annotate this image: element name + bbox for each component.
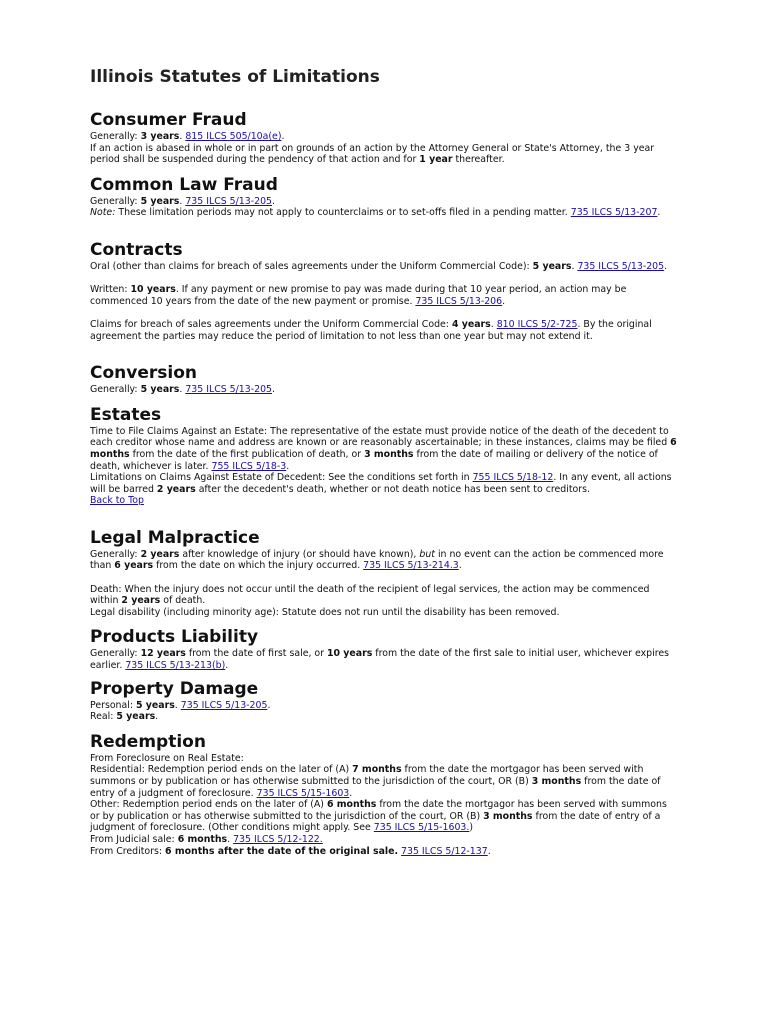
text: Claims for breach of sales agreements under the Uniform Commercial Code: bbox=[90, 318, 449, 330]
label: From Creditors: bbox=[90, 845, 163, 857]
period-value: 3 months bbox=[531, 776, 582, 787]
period-value: 12 years bbox=[140, 648, 186, 660]
text: from the date of first sale, or bbox=[188, 648, 325, 660]
statute-link[interactable]: 735 ILCS 5/15-1603. bbox=[373, 822, 470, 834]
period-value: 2 years bbox=[140, 548, 180, 560]
label: Generally: bbox=[90, 195, 138, 207]
statute-link[interactable]: 735 ILCS 5/15-1603 bbox=[256, 787, 350, 799]
paragraph bbox=[90, 799, 678, 834]
period-value: 6 years bbox=[114, 560, 154, 572]
period-value: 2 years bbox=[156, 483, 196, 495]
paragraph: Time to File Claims Against an Estate: The representative of the estate must provide notice of the death of the decedent to each creditor whose name and address are known or are reasonably ascertainable; in these instances, claims may be filed 6 months from the date of the first publication of death, or 3 months from the date of mailing or delivery of the notice of death, whichever is later. 755 ILCS 5/18-3. bbox=[90, 425, 677, 472]
statute-link[interactable]: 735 ILCS 5/12-122. bbox=[233, 833, 323, 845]
section-estates bbox=[90, 404, 678, 507]
label: Generally: bbox=[90, 131, 138, 142]
section-redemption bbox=[90, 731, 678, 857]
period-value: 3 months bbox=[483, 810, 533, 822]
text: By the original agreement the parties may reduce the period of limitation to not less than one year but may not extend it. bbox=[90, 318, 652, 342]
label: Generally: bbox=[90, 648, 138, 660]
emphasis: but bbox=[419, 548, 435, 560]
period-value: 5 years bbox=[116, 711, 156, 723]
text: from the date the mortgagor has been served with summons or by publication or has otherwise submitted to the jurisdiction of the court, OR (B) bbox=[90, 799, 667, 822]
statute-link[interactable]: 735 ILCS 5/12-137 bbox=[401, 845, 488, 857]
section-legal-malpractice bbox=[90, 527, 678, 619]
period-value: 5 years bbox=[136, 699, 175, 711]
text: from the date the mortgagor has been served with summons or by publication or has otherwise submitted to the jurisdiction of the court, OR (B) bbox=[90, 764, 644, 787]
text: Other: Redemption period ends on the later of (A) bbox=[90, 799, 324, 811]
paragraph: Generally: 12 years from the date of first sale, or 10 years from the date of the first sale to initial user, whichever expires earlier. 735 ILCS 5/13-213(b). bbox=[90, 648, 670, 672]
paragraph: Generally: 2 years after knowledge of injury (or should have known), but in no event can the action be commenced more than 6 years from the date on which the injury occurred. 735 ILCS 5/13-214.3. bbox=[90, 548, 664, 572]
statute-link[interactable]: 735 ILCS 5/13-207 bbox=[570, 207, 658, 219]
paragraph: Oral (other than claims for breach of sales agreements under the Uniform Commercial Code): 5 years. 735 ILCS 5/13-205. bbox=[90, 260, 668, 272]
section-heading: Conversion bbox=[90, 363, 197, 384]
text: after the decedent's death, whether or not death notice has been sent to creditors. bbox=[198, 483, 590, 495]
back-to-top-link[interactable]: Back to Top bbox=[90, 495, 144, 507]
period-value: 7 months bbox=[352, 764, 402, 776]
text: Residential: Redemption period ends on the later of (A) bbox=[90, 764, 350, 776]
text: from the date of entry of a judgment of foreclosure. (Other conditions might apply. See bbox=[90, 810, 661, 834]
text: Limitations on Claims Against Estate of Decedent: See the conditions set forth in bbox=[90, 472, 470, 484]
paragraph: Residential: Redemption period ends on the later of (A) 7 months from the date the mortgagor has been served with summons or by publication or has otherwise submitted to the jurisdiction of the court, OR (B) 3 months from the date of entry of a judgment of foreclosure. 735 ILCS 5/15-1603. bbox=[90, 764, 661, 799]
period-value: 1 year bbox=[419, 154, 453, 166]
statute-link[interactable]: 815 ILCS 505/10a(e) bbox=[185, 131, 282, 142]
text: thereafter. bbox=[455, 154, 505, 166]
text: Time to File Claims Against an Estate: The representative of the estate must provide notice of the death of the decedent to each creditor whose name and address are known or are reasonably ascertainable; in these instances, claims may be filed bbox=[90, 425, 669, 449]
text: from the date of the first sale to initial user, whichever expires earlier. bbox=[90, 648, 670, 672]
statute-link[interactable]: 735 ILCS 5/13-205 bbox=[185, 384, 272, 396]
paragraph bbox=[90, 495, 678, 507]
text: of death. bbox=[163, 595, 206, 607]
section-heading: Contracts bbox=[90, 239, 183, 260]
statute-link[interactable]: 735 ILCS 5/13-214.3 bbox=[363, 560, 459, 572]
section-products-liability bbox=[90, 626, 678, 671]
text: If any payment or new promise to pay was made during that 10 year period, an action may be commenced 10 years from the date of the new payment or promise. bbox=[90, 284, 627, 307]
text: If an action is abased in whole or in part on grounds of an action by the Attorney General or State's Attorney, the 3 year period shall be suspended during the pendency of that action and for bbox=[90, 142, 655, 166]
paragraph bbox=[90, 584, 678, 607]
section-conversion bbox=[90, 362, 678, 396]
text: ) bbox=[469, 822, 474, 834]
period-value: 6 months after the date of the original sale. bbox=[165, 845, 399, 857]
section-heading: Redemption bbox=[90, 731, 206, 752]
period-value: 3 years bbox=[140, 131, 180, 142]
text: after knowledge of injury (or should have known), bbox=[182, 548, 417, 560]
section-heading: Consumer Fraud bbox=[90, 110, 247, 130]
section-heading: Estates bbox=[90, 404, 162, 425]
text: In any event, all actions will be barred bbox=[90, 472, 672, 495]
period-value: 10 years bbox=[130, 284, 176, 296]
section-property-damage bbox=[90, 678, 678, 723]
statute-link[interactable]: 810 ILCS 5/2-725 bbox=[496, 318, 578, 330]
period-value: 10 years bbox=[327, 648, 373, 660]
paragraph: Legal disability (including minority age): Statute does not run until the disability has been removed. bbox=[90, 606, 560, 618]
note-label: Note: bbox=[90, 207, 116, 219]
label: Generally: bbox=[90, 548, 138, 560]
period-value: 5 years bbox=[532, 260, 572, 272]
label: Real: bbox=[90, 711, 114, 723]
period-value: 5 years bbox=[140, 195, 180, 207]
paragraph: Claims for breach of sales agreements under the Uniform Commercial Code: 4 years. 810 ILCS 5/2-725. By the original agreement the parties may reduce the period of limitation to not less than one year but may not extend it. bbox=[90, 318, 652, 342]
section-heading: Products Liability bbox=[90, 627, 259, 648]
paragraph: From Creditors: 6 months after the date of the original sale. 735 ILCS 5/12-137. bbox=[90, 845, 491, 857]
period-value: 2 years bbox=[121, 595, 161, 607]
paragraph: Limitations on Claims Against Estate of Decedent: See the conditions set forth in 755 ILCS 5/18-12. In any event, all actions will be barred 2 years after the decedent's death, whether or not death notice has been sent to creditors. bbox=[90, 472, 672, 495]
text: Oral (other than claims for breach of sales agreements under the Uniform Commercial Code): bbox=[90, 260, 530, 272]
period-value: 4 years bbox=[451, 318, 491, 330]
statute-link[interactable]: 735 ILCS 5/13-213(b) bbox=[125, 660, 226, 672]
statute-link[interactable]: 735 ILCS 5/13-205 bbox=[185, 195, 272, 207]
paragraph: Note: These limitation periods may not apply to counterclaims or to set-offs filed in a pending matter. 735 ILCS 5/13-207. bbox=[90, 207, 661, 219]
label: Generally: bbox=[90, 384, 138, 396]
section-heading: Common Law Fraud bbox=[90, 174, 278, 195]
paragraph: From Foreclosure on Real Estate: bbox=[90, 752, 244, 764]
statute-link[interactable]: 735 ILCS 5/13-206 bbox=[415, 295, 503, 307]
statute-link[interactable]: 755 ILCS 5/18-12 bbox=[472, 472, 554, 484]
label: From Judicial sale: bbox=[90, 833, 175, 845]
period-value: 3 months bbox=[364, 448, 414, 460]
text: from the date of the first publication of death, or bbox=[132, 448, 362, 460]
period-value: 6 months bbox=[177, 833, 228, 845]
paragraph bbox=[90, 143, 678, 166]
period-value: 6 months bbox=[326, 799, 377, 811]
label: Personal: bbox=[90, 699, 134, 711]
document-title: Illinois Statutes of Limitations bbox=[90, 67, 380, 87]
section-contracts bbox=[90, 239, 678, 342]
text: These limitation periods may not apply to counterclaims or to set-offs filed in a pending matter. bbox=[118, 207, 568, 219]
paragraph: Personal: 5 years. 735 ILCS 5/13-205. bbox=[90, 699, 271, 711]
text: from the date of mailing or delivery of the notice of death, whichever is later. bbox=[90, 448, 658, 472]
text: Death: When the injury does not occur until the death of the recipient of legal services, the action may be commenced within bbox=[90, 583, 650, 607]
statute-link[interactable]: 735 ILCS 5/13-205 bbox=[180, 699, 268, 711]
paragraph: Written: 10 years. If any payment or new promise to pay was made during that 10 year period, an action may be commenced 10 years from the date of the new payment or promise. 735 ILCS 5/13-206. bbox=[90, 284, 627, 307]
section-common-law-fraud bbox=[90, 174, 678, 219]
period-value: 5 years bbox=[140, 384, 180, 396]
statute-link[interactable]: 735 ILCS 5/13-205 bbox=[577, 260, 665, 272]
section-consumer-fraud bbox=[90, 109, 678, 166]
period-value: 6 months bbox=[90, 437, 677, 460]
paragraph: Real: 5 years. bbox=[90, 711, 159, 723]
label: Written: bbox=[90, 284, 128, 296]
paragraph: Generally: 3 years. 815 ILCS 505/10a(e). bbox=[90, 131, 285, 142]
paragraph: Generally: 5 years. 735 ILCS 5/13-205. bbox=[90, 384, 275, 396]
section-heading: Property Damage bbox=[90, 678, 259, 699]
text: in no event can the action be commenced more than bbox=[90, 548, 664, 572]
paragraph: Generally: 5 years. 735 ILCS 5/13-205. bbox=[90, 195, 275, 207]
text: from the date on which the injury occurred. bbox=[156, 560, 361, 572]
text: from the date of entry of a judgment of foreclosure. bbox=[90, 776, 661, 799]
paragraph: From Judicial sale: 6 months. 735 ILCS 5/12-122. bbox=[90, 833, 323, 845]
statute-link[interactable]: 755 ILCS 5/18-3 bbox=[211, 460, 287, 472]
section-heading: Legal Malpractice bbox=[90, 527, 260, 548]
